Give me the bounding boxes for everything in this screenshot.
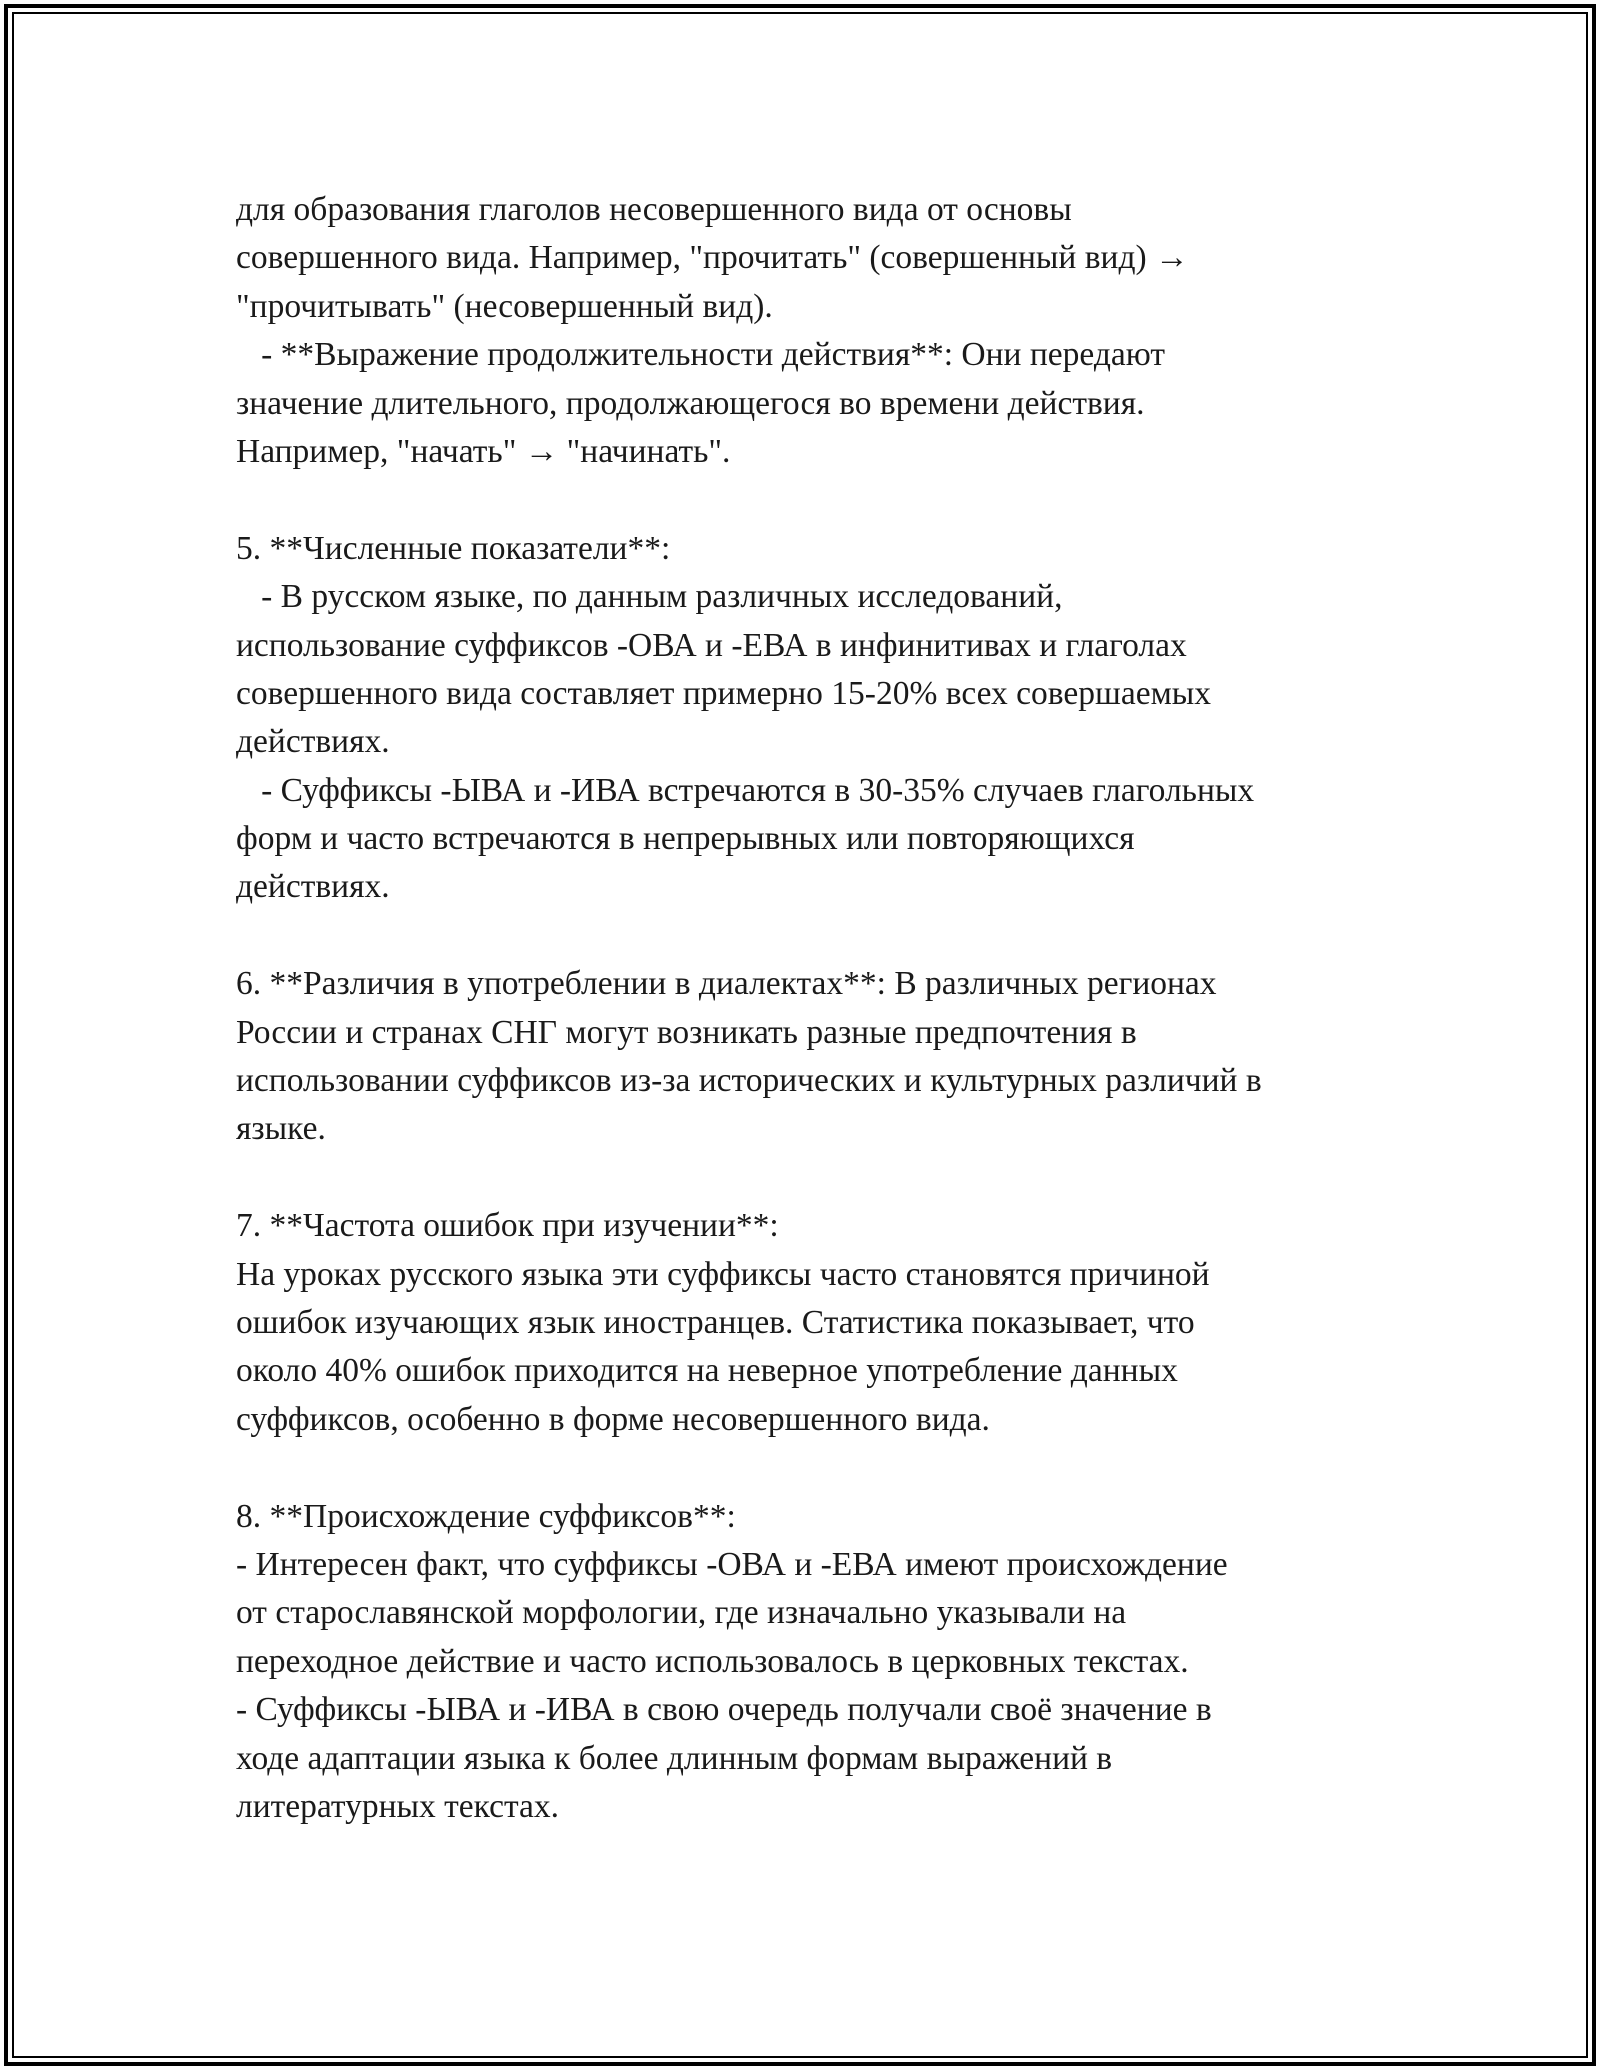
- text-line: форм и часто встречаются в непрерывных или повторяющихся: [236, 820, 1135, 858]
- text-line: совершенного вида. Например, "прочитать" (совершенный вид) →: [236, 239, 1189, 277]
- blank-line: [236, 476, 1426, 524]
- text-line: совершенного вида составляет примерно 15-20% всех совершаемых: [236, 674, 1212, 712]
- text-line: литературных текстах.: [236, 1787, 560, 1825]
- text-line: России и странах СНГ могут возникать разные предпочтения в: [236, 1013, 1137, 1051]
- text-line: - **Выражение продолжительности действия**: Они передают: [236, 336, 1165, 374]
- section-heading: 6. **Различия в употреблении в диалектах**: В различных регионах: [236, 965, 1217, 1003]
- text-line: суффиксов, особенно в форме несовершенного вида.: [236, 1400, 990, 1438]
- text-line: использование суффиксов -ОВА и -ЕВА в инфинитивах и глаголах: [236, 626, 1187, 664]
- text-line: - Суффиксы -ЫВА и -ИВА в свою очередь получали своё значение в: [236, 1691, 1212, 1729]
- text-line: языке.: [236, 1110, 326, 1148]
- text-line: использовании суффиксов из-за исторических и культурных различий в: [236, 1062, 1262, 1100]
- text-line: - Интересен факт, что суффиксы -ОВА и -ЕВА имеют происхождение: [236, 1545, 1228, 1583]
- text-line: около 40% ошибок приходится на неверное употребление данных: [236, 1352, 1178, 1390]
- text-line: действиях.: [236, 723, 390, 761]
- document-body: [236, 186, 1426, 1831]
- section-heading: 5. **Численные показатели**:: [236, 529, 671, 567]
- text-line: от старославянской морфологии, где изначально указывали на: [236, 1594, 1127, 1632]
- text-line: Например, "начать" → "начинать".: [236, 432, 731, 470]
- text-line: ходе адаптации языка к более длинным формам выражений в: [236, 1739, 1113, 1777]
- text-line: - В русском языке, по данным различных исследований,: [236, 578, 1063, 616]
- text-line: На уроках русского языка эти суффиксы часто становятся причиной: [236, 1255, 1210, 1293]
- text-line: - Суффиксы -ЫВА и -ИВА встречаются в 30-35% случаев глагольных: [236, 771, 1255, 809]
- blank-line: [236, 912, 1426, 960]
- text-line: действиях.: [236, 868, 390, 906]
- blank-line: [236, 1154, 1426, 1202]
- section-heading: 7. **Частота ошибок при изучении**:: [236, 1207, 779, 1245]
- blank-line: [236, 1444, 1426, 1492]
- text-line: "прочитывать" (несовершенный вид).: [236, 287, 773, 325]
- section-heading: 8. **Происхождение суффиксов**:: [236, 1497, 736, 1535]
- text-line: ошибок изучающих язык иностранцев. Статистика показывает, что: [236, 1303, 1195, 1341]
- text-line: значение длительного, продолжающегося во времени действия.: [236, 384, 1145, 422]
- text-line: переходное действие и часто использовалось в церковных текстах.: [236, 1642, 1189, 1680]
- text-line: для образования глаголов несовершенного вида от основы: [236, 191, 1072, 228]
